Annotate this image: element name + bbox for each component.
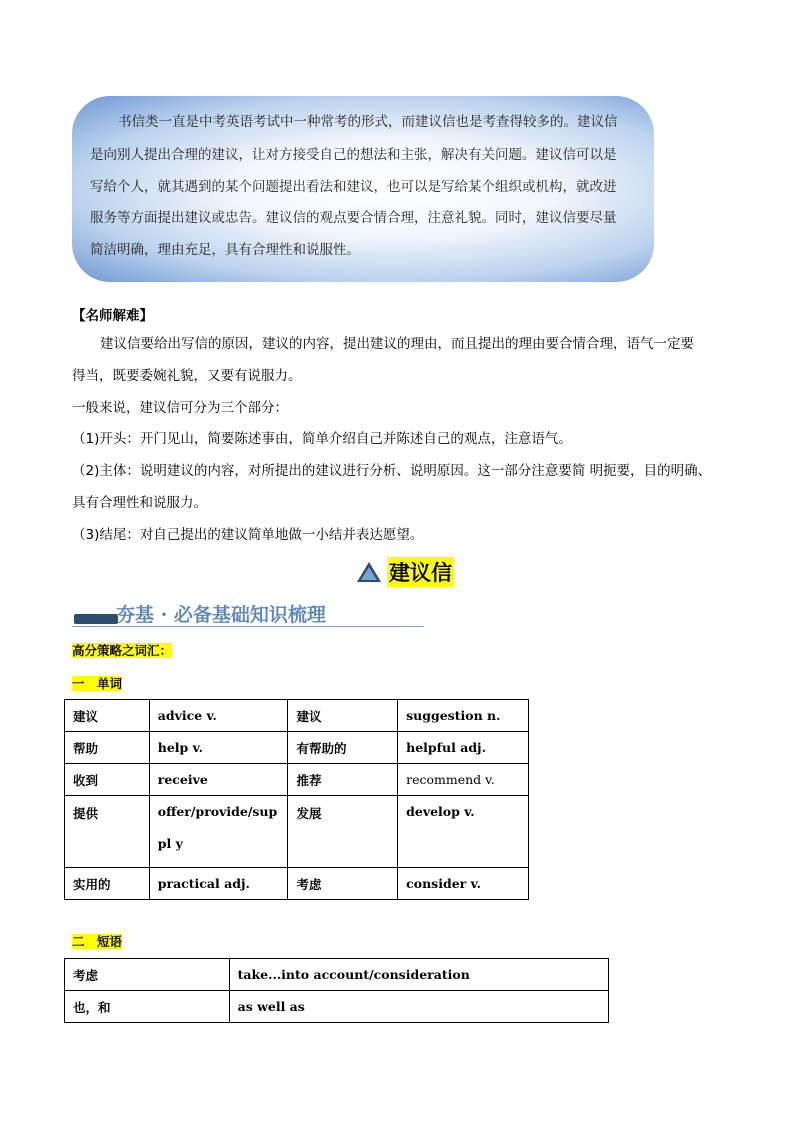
table-row (65, 732, 529, 764)
table-row (65, 700, 529, 732)
table-cell: 收到 (65, 764, 150, 796)
table-cell: practical adj. (149, 868, 288, 900)
phrase-table (64, 958, 609, 1023)
triangle-icon (357, 562, 381, 582)
table-cell: as well as (229, 991, 608, 1023)
table-cell: 发展 (288, 796, 398, 868)
table-cell: 推荐 (288, 764, 398, 796)
table-cell: helpful adj. (398, 732, 529, 764)
intro-line: 是向别人提出合理的建议，让对方接受自己的想法和主张，解决有关问题。建议信可以是 (90, 147, 617, 163)
table-cell: consider v. (398, 868, 529, 900)
banner-rule (72, 626, 424, 627)
table-row (65, 764, 529, 796)
section-title (357, 558, 454, 586)
table-cell: 建议 (288, 700, 398, 732)
teacher-line: 具有合理性和说服力。 (72, 495, 207, 511)
teacher-heading: 【名师解难】 (72, 308, 153, 324)
table-cell: 帮助 (65, 732, 150, 764)
intro-line: 简洁明确，理由充足，具有合理性和说服性。 (90, 242, 360, 258)
vocab-table (64, 699, 529, 900)
table-cell: 考虑 (65, 959, 230, 991)
intro-line: 书信类一直是中考英语考试中一种常考的形式，而建议信也是考查得较多的。建议信 (118, 114, 618, 130)
intro-line: 服务等方面提出建议或忠告。建议信的观点要合情合理，注意礼貌。同时，建议信要尽量 (90, 210, 617, 226)
table-row (65, 959, 609, 991)
table-cell: receive (149, 764, 288, 796)
table-cell: 提供 (65, 796, 150, 868)
intro-line: 写给个人，就其遇到的某个问题提出看法和建议，也可以是写给某个组织或机构，就改进 (90, 179, 617, 195)
table-row (65, 868, 529, 900)
banner-text: 夯基 · 必备基础知识梳理 (116, 604, 326, 626)
table-cell: take...into account/consideration (229, 959, 608, 991)
teacher-line: 得当，既要委婉礼貌，又要有说服力。 (72, 368, 302, 384)
teacher-line: 一般来说，建议信可分为三个部分： (72, 400, 288, 416)
teacher-line: 建议信要给出写信的原因，建议的内容，提出建议的理由，而且提出的理由要合情合理，语气一定要 (100, 336, 694, 352)
table-cell: advice v. (149, 700, 288, 732)
table-cell: help v. (149, 732, 288, 764)
table-row (65, 796, 529, 868)
table-cell: 有帮助的 (288, 732, 398, 764)
words-label: 一 单词 (72, 676, 123, 691)
teacher-line: （3)结尾：对自己提出的建议简单地做一小结并表达愿望。 (72, 527, 424, 543)
table-cell: 建议 (65, 700, 150, 732)
banner-bar (74, 614, 118, 624)
table-cell: suggestion n. (398, 700, 529, 732)
teacher-line: （2)主体：说明建议的内容，对所提出的建议进行分析、说明原因。这一部分注意要简 明扼要，目的明确、 (72, 463, 712, 479)
teacher-line: （1)开头：开门见山，简要陈述事由，简单介绍自己并陈述自己的观点，注意语气。 (72, 431, 572, 447)
table-cell: 实用的 (65, 868, 150, 900)
table-row (65, 991, 609, 1023)
table-cell: develop v. (398, 796, 529, 868)
table-cell: offer/provide/suppl y (149, 796, 288, 868)
strategy-label: 高分策略之词汇： (72, 643, 173, 658)
section-title-text: 建议信 (387, 557, 454, 587)
phrases-label: 二 短语 (72, 934, 123, 949)
table-cell: 考虑 (288, 868, 398, 900)
table-cell: 也，和 (65, 991, 230, 1023)
section-banner (72, 600, 424, 628)
table-cell: recommend v. (398, 764, 529, 796)
